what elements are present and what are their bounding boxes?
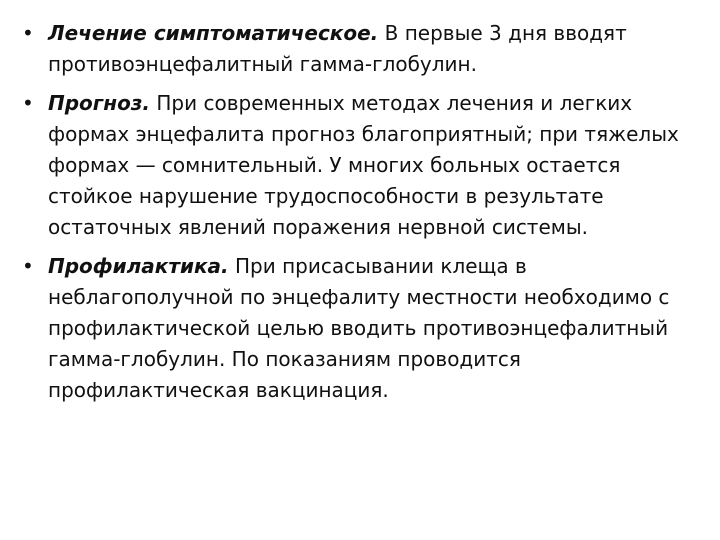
bullet-text: При присасывании клеща в неблагополучной по энцефалиту местности необходимо с профилактической целью вводить противоэнцефалитный гамма-глобулин. По показаниям проводится профилактическая вакцинация.	[48, 254, 670, 402]
bullet-dot-icon: •	[22, 21, 34, 45]
bullet-list	[22, 18, 692, 414]
bullet-text: В первые 3 дня вводят противоэнцефалитный гамма-глобулин.	[48, 21, 627, 76]
bullet-dot-icon: •	[22, 91, 34, 115]
bullet-dot-icon: •	[22, 254, 34, 278]
bullet-term: Прогноз.	[48, 91, 151, 115]
bullet-item-prevention	[22, 251, 692, 406]
bullet-term: Лечение симптоматическое.	[48, 21, 379, 45]
bullet-item-treatment	[22, 18, 692, 80]
bullet-text: При современных методах лечения и легких формах энцефалита прогноз благоприятный; при тяжелых формах — сомнительный. У многих больных остается стойкое нарушение трудоспособности в результате остаточных явлений поражения нервной системы.	[48, 91, 679, 239]
bullet-term: Профилактика.	[48, 254, 229, 278]
bullet-item-prognosis	[22, 88, 692, 243]
